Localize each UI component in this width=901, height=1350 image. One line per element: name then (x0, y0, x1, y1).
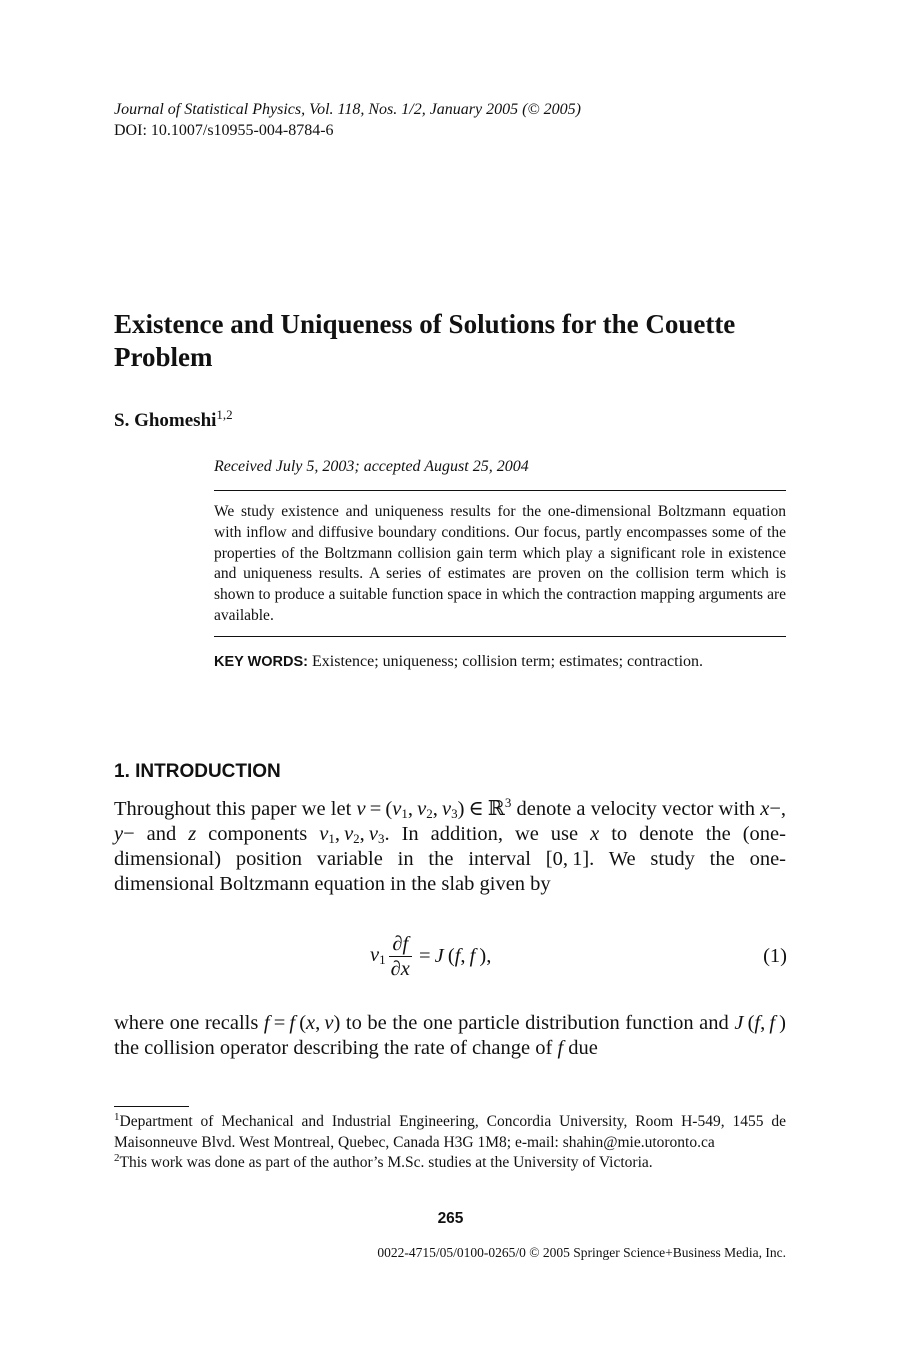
footnote-1 (114, 1112, 786, 1153)
partial-derivative-fraction: $\frac{\partial f}{\partial x}$ (390, 932, 410, 980)
author-affiliation-marks: 1,2 (216, 407, 233, 422)
keywords-text: Existence; uniqueness; collision term; estimates; contraction. (312, 653, 704, 670)
footnote-rule (114, 1106, 189, 1107)
footnote-mark: 2 (114, 1152, 120, 1164)
author-line (114, 404, 233, 432)
abstract: We study existence and uniqueness results for the one-dimensional Boltzmann equation with inflow and diffusive boundary conditions. Our focus, partly encompasses some of the properties of the Boltzmann collision gain term which play a significant role in existence and uniqueness results. A series of estimates are proven on the collision term which is shown to produce a suitable function space in which the contraction mapping arguments are available. (214, 503, 786, 624)
section-heading: 1. INTRODUCTION (114, 761, 281, 782)
journal-citation: Journal of Statistical Physics, Vol. 118, Nos. 1/2, January 2005 (© 2005) (114, 101, 581, 118)
intro-paragraph-continued: where one recalls f = f (x, v) to be the one particle distribution function and J (f, f ) the collision operator describing the rate of change of f due (114, 1012, 786, 1059)
paper-title: Existence and Uniqueness of Solutions for the Couette Problem (114, 309, 736, 372)
footnotes (114, 1112, 786, 1174)
abstract-top-rule (214, 490, 786, 491)
footnote-mark: 1 (114, 1111, 120, 1123)
page-number: 265 (437, 1210, 464, 1227)
copyright-line: 0022-4715/05/0100-0265/0 © 2005 Springer Science+Business Media, Inc. (377, 1245, 786, 1260)
abstract-bottom-rule (214, 636, 786, 637)
doi-line: DOI: 10.1007/s10955-004-8784-6 (114, 122, 334, 139)
keywords-label: KEY WORDS: (214, 654, 308, 670)
received-dates: Received July 5, 2003; accepted August 25, 2004 (214, 458, 529, 475)
boltzmann-equation: $v_1$ $\frac{\partial f}{\partial x}$ = J (f, f ), (370, 932, 492, 980)
footnote-text: This work was done as part of the author’s M.Sc. studies at the University of Victoria. (119, 1154, 653, 1171)
footnote-text: Department of Mechanical and Industrial Engineering, Concordia University, Room H-549, 1455 de Maisonneuve Blvd. West Montreal, Quebec, Canada H3G 1M8; e-mail: shahin@mie.utoronto.ca (114, 1113, 786, 1151)
equation-number: (1) (763, 945, 787, 967)
intro-paragraph: Throughout this paper we let $v = (v_1$, $v_2$, $v_3$) ∈ ℝ$^3$ denote a velocity vector with x−, y− and z components $v_1$, $v_2$, $v_3$. In addition, we use x to denote the (one-dimensional) position variable in the interval [0, 1]. We study the one-dimensional Boltzmann equation in the slab given by (114, 795, 786, 895)
author-name: S. Ghomeshi (114, 410, 217, 431)
footnote-2 (114, 1153, 786, 1174)
keywords (214, 652, 786, 672)
